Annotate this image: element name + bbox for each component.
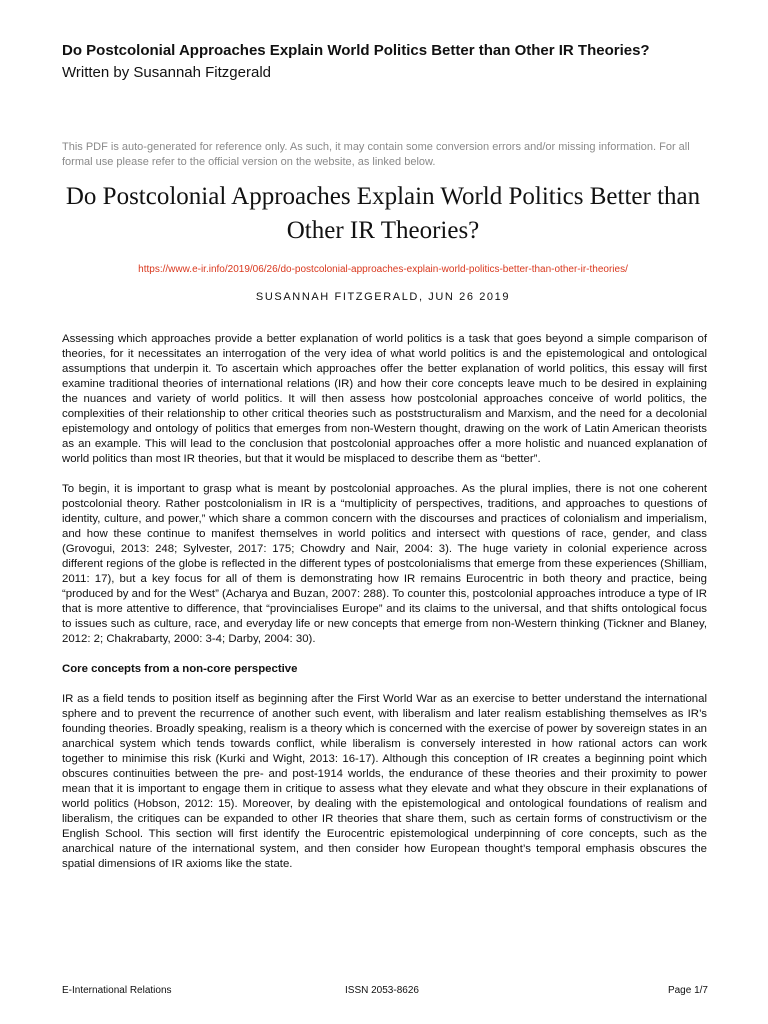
pdf-disclaimer: This PDF is auto-generated for reference only. As such, it may contain some conversion errors and/or missing information. For all formal use please refer to the official version on the website, as linked below.: [62, 141, 690, 168]
paragraph-core-concepts: IR as a field tends to position itself as beginning after the First World War as an exercise to better understand the international sphere and to prevent the recurrence of another such event, with liberalism and later realism establishing themselves as IR’s founding theories. Broadly speaking, realism is a theory which is concerned with the exercise of power by sovereign states in an anarchical system which tends towards conflict, while liberalism is conversely interested in how rational actors can work together to minimise this risk (Kurki and Wight, 2013: 16-17). Although this conception of IR creates a beginning point which obscures continuities between the pre- and post-1914 worlds, the endurance of these theories and their proximity to power mean that it is important to engage them in critique to assess what they elevate and what they obscure in their explanations of world politics (Hobson, 2012: 15). Moreover, by dealing with the epistemological and ontological foundations of realism and liberalism, the critiques can be expanded to other IR theories that share them, such as certain forms of constructivism or the English School. This section will first identify the Eurocentric epistemological underpinning of core concepts, such as the anarchical nature of the international system, and then consider how European thought’s temporal emphasis obscures the spatial dimensions of IR axioms like the state.: [62, 693, 707, 870]
page-footer: [62, 984, 708, 998]
paragraph-intro: Assessing which approaches provide a better explanation of world politics is a task that goes beyond a simple comparison of theories, for it necessitates an interrogation of the very idea of what world politics is and the epistemological and ontological assumptions that underpin it. To ascertain which approaches offer the better explanation of world politics, this essay will first examine traditional theories of international relations (IR) and how their core concepts leave much to be desired in explaining the nuances and variety of world politics. It will then assess how postcolonial approaches conceive of world politics, the complexities of their relationship to other critical theories such as poststructuralism and Marxism, and the need for a decolonial epistemology and ontology of politics that emerges from non-Western thought, drawing on the work of Latin American theorists as an example. This will lead to the conclusion that postcolonial approaches offer a more holistic and nuanced explanation of world politics than most IR theories, but that it would be misplaced to describe them as “better”.: [62, 333, 707, 465]
paragraph-definition: To begin, it is important to grasp what is meant by postcolonial approaches. As the plural implies, there is not one coherent postcolonial theory. Rather postcolonialism in IR is a “multiplicity of perspectives, traditions, and approaches to questions of identity, culture, and power,” which share a common concern with the discourses and practices of colonialism and imperialism, and how these continue to manifest themselves in world politics and intersect with questions of race, gender, and class (Grovogui, 2013: 248; Sylvester, 2017: 175; Chowdry and Nair, 2004: 3). The huge variety in colonial experience across different regions of the globe is reflected in the different types of postcolonialisms that emerge from these experiences (Shilliam, 2011: 17), but a key focus for all of them is demonstrating how IR remains Eurocentric in both theory and practice, being “produced by and for the West” (Acharya and Buzan, 2007: 288). To counter this, postcolonial approaches introduce a type of IR that is more attentive to difference, that “provincialises Europe” and its claims to the universal, and that shifts ontological focus to issues such as culture, race, and everyday life or new concepts that emerge from non-Western thinking (Tickner and Blaney, 2012: 2; Chakrabarty, 2000: 3-4; Darby, 2004: 30).: [62, 483, 707, 645]
footer-publisher: E-International Relations: [62, 985, 172, 996]
footer-issn: ISSN 2053-8626: [345, 985, 419, 996]
article-byline: SUSANNAH FITZGERALD, JUN 26 2019: [255, 291, 511, 303]
header-author: Written by Susannah Fitzgerald: [62, 64, 271, 81]
article-body: [62, 332, 707, 887]
header-title: Do Postcolonial Approaches Explain World Politics Better than Other IR Theories?: [62, 42, 650, 59]
section-heading: Core concepts from a non-core perspective: [62, 663, 298, 675]
page-header: [62, 40, 728, 84]
article-title: Do Postcolonial Approaches Explain World Politics Better than Other IR Theories?: [65, 183, 701, 244]
article-url-link[interactable]: https://www.e-ir.info/2019/06/26/do-postcolonial-approaches-explain-world-politics-better-than-other-ir-theories/: [138, 264, 628, 275]
footer-page-number: Page 1/7: [667, 985, 708, 996]
